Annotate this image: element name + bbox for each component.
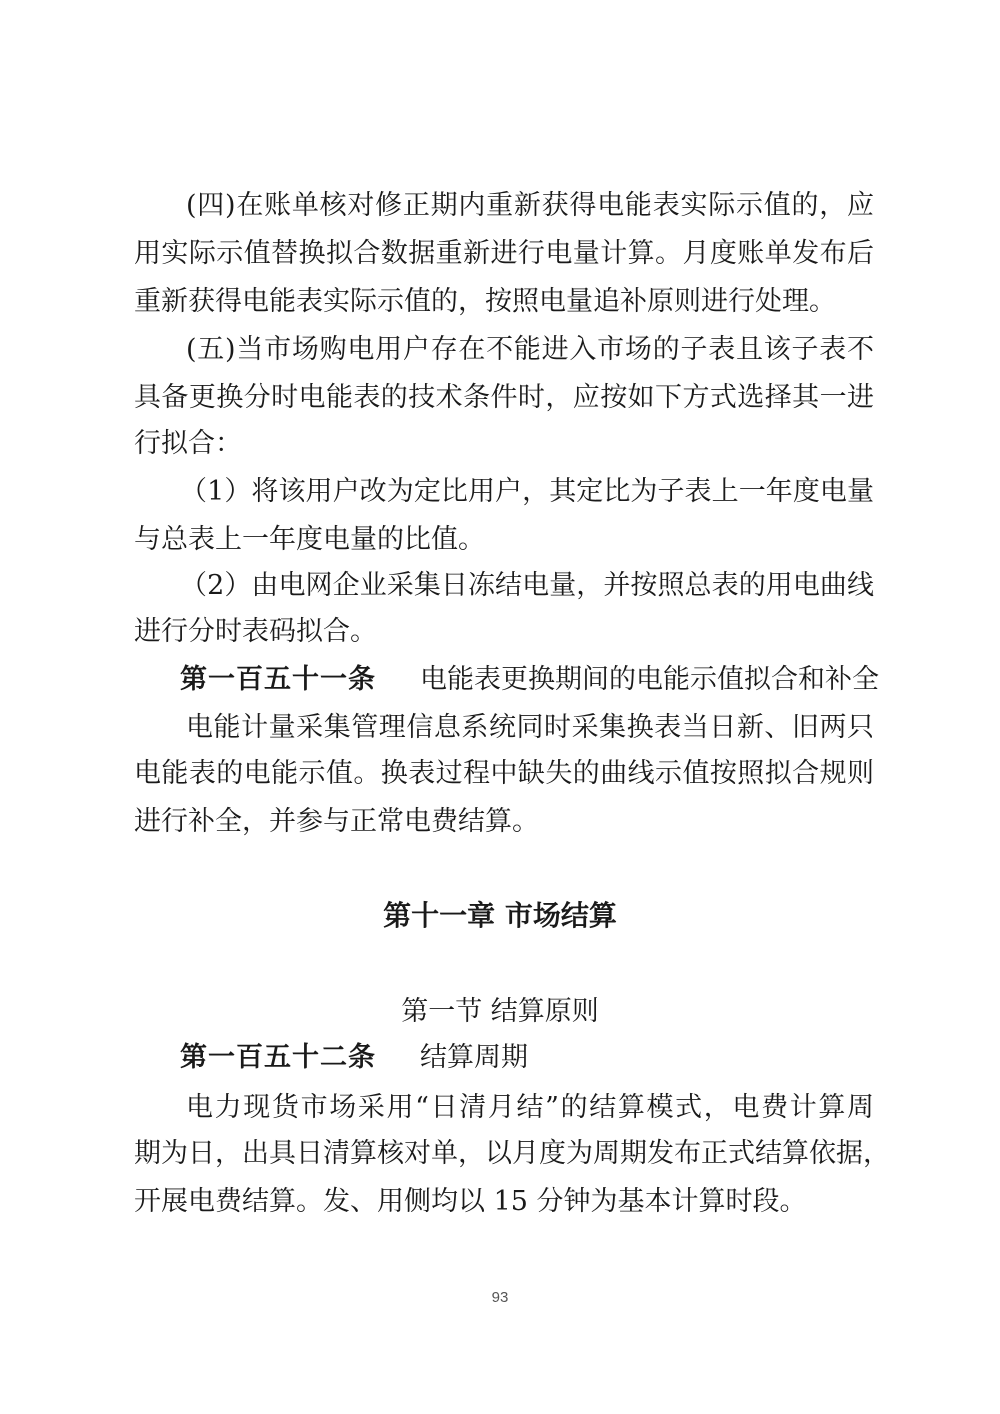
article-152-heading [180, 1040, 528, 1076]
section-title: 第一节 结算原则 [401, 996, 599, 1027]
article-151-line-2: 电能表的电能示值。换表过程中缺失的曲线示值按照拟合规则 [134, 758, 874, 789]
paragraph-4-line-2: 用实际示值替换拟合数据重新进行电量计算。月度账单发布后 [134, 238, 874, 269]
article-151-line-1: 电能计量采集管理信息系统同时采集换表当日新、旧两只 [186, 712, 874, 743]
article-152-line-2: 期为日，出具日清算核对单，以月度为周期发布正式结算依据， [134, 1138, 890, 1169]
paragraph-4-line-3: 重新获得电能表实际示值的，按照电量追补原则进行处理。 [134, 286, 836, 317]
option-1-line-2: 与总表上一年度电量的比值。 [134, 524, 485, 555]
article-152-line-3: 开展电费结算。发、用侧均以 15 分钟为基本计算时段。 [134, 1186, 807, 1217]
option-2-line-1: （2）由电网企业采集日冻结电量，并按照总表的用电曲线 [180, 570, 874, 601]
article-152-number: 第一百五十二条 [180, 1042, 376, 1073]
article-152-title: 结算周期 [420, 1042, 528, 1073]
article-151-number: 第一百五十一条 [180, 664, 376, 695]
option-2-line-2: 进行分时表码拟合。 [134, 616, 377, 647]
chapter-title: 第十一章 市场结算 [383, 899, 617, 932]
article-151-heading [180, 662, 879, 698]
article-152-line-1: 电力现货市场采用“日清月结”的结算模式，电费计算周 [186, 1092, 874, 1123]
paragraph-5-line-2: 具备更换分时电能表的技术条件时，应按如下方式选择其一进 [134, 382, 874, 413]
paragraph-5-line-1: (五)当市场购电用户存在不能进入市场的子表且该子表不 [186, 334, 874, 365]
article-151-line-3: 进行补全，并参与正常电费结算。 [134, 806, 539, 837]
article-151-title: 电能表更换期间的电能示值拟合和补全 [420, 664, 879, 695]
option-1-line-1: （1）将该用户改为定比用户，其定比为子表上一年度电量 [180, 476, 874, 507]
page-number: 93 [491, 1289, 509, 1306]
paragraph-5-line-3: 行拟合： [134, 428, 242, 459]
paragraph-4-line-1: (四)在账单核对修正期内重新获得电能表实际示值的，应 [186, 190, 874, 221]
